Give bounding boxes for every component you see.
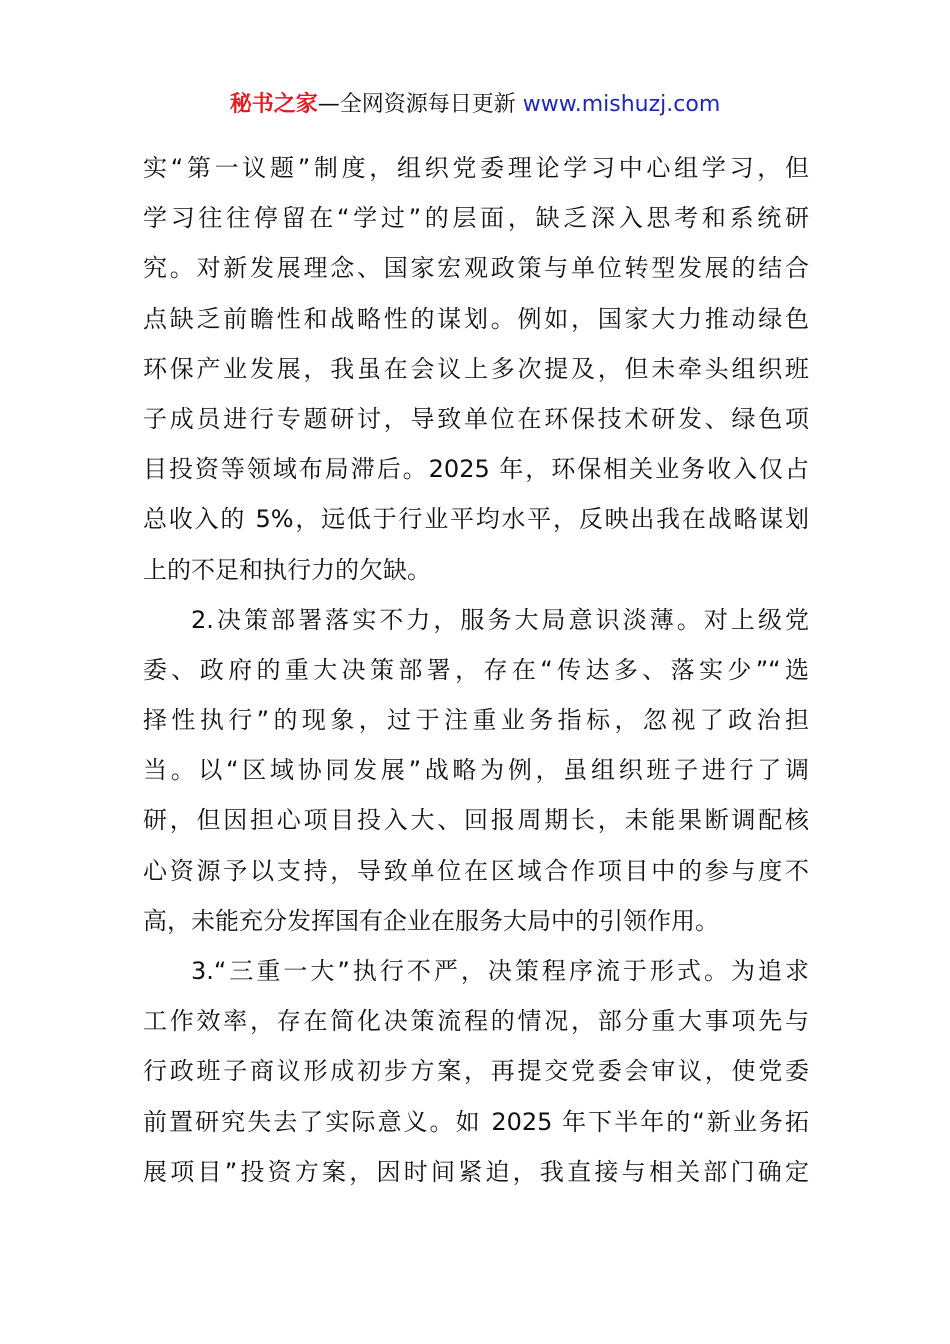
text-line: 上的不足和执行力的欠缺。 <box>143 555 431 584</box>
text-line: 3.“三重一大”执行不严，决策程序流于形式。为追求 <box>191 957 809 985</box>
text-line: 行政班子商议形成初步方案，再提交党委会审议，使党委 <box>143 1057 809 1086</box>
site-header <box>0 88 950 122</box>
text-line: 工作效率，存在简化决策流程的情况，部分重大事项先与 <box>143 1007 809 1036</box>
text-line: 择性执行”的现象，过于注重业务指标，忽视了政治担 <box>143 706 809 735</box>
text-line: 2.决策部署落实不力，服务大局意识淡薄。对上级党 <box>191 605 809 634</box>
text-line: 究。对新发展理念、国家宏观政策与单位转型发展的结合 <box>143 254 809 283</box>
text-line: 前置研究失去了实际意义。如 2025 年下半年的“新业务拓 <box>143 1107 809 1136</box>
text-line: 子成员进行专题研讨，导致单位在环保技术研发、绿色项 <box>143 404 809 433</box>
text-line: 研，但因担心项目投入大、回报周期长，未能果断调配核 <box>143 806 809 835</box>
text-line: 展项目”投资方案，因时间紧迫，我直接与相关部门确定 <box>143 1157 809 1186</box>
site-tagline: —全网资源每日更新 <box>317 92 516 117</box>
document-body <box>143 143 809 1197</box>
text-line: 学习往往停留在“学过”的层面，缺乏深入思考和系统研 <box>143 204 809 233</box>
text-line: 当。以“区域协同发展”战略为例，虽组织班子进行了调 <box>143 756 809 785</box>
text-line: 高，未能充分发挥国有企业在服务大局中的引领作用。 <box>143 906 719 935</box>
site-brand: 秘书之家 <box>229 92 318 117</box>
site-url[interactable]: www.mishuzj.com <box>522 92 721 117</box>
text-line: 点缺乏前瞻性和战略性的谋划。例如，国家大力推动绿色 <box>143 304 809 333</box>
text-line: 实“第一议题”制度，组织党委理论学习中心组学习，但 <box>143 154 809 182</box>
text-line: 心资源予以支持，导致单位在区域合作项目中的参与度不 <box>143 856 809 885</box>
text-line: 总收入的 5%，远低于行业平均水平，反映出我在战略谋划 <box>143 505 809 534</box>
text-line: 环保产业发展，我虽在会议上多次提及，但未牵头组织班 <box>143 354 809 383</box>
text-line: 委、政府的重大决策部署，存在“传达多、落实少”“选 <box>143 655 809 684</box>
text-line: 目投资等领域布局滞后。2025 年，环保相关业务收入仅占 <box>143 455 809 484</box>
